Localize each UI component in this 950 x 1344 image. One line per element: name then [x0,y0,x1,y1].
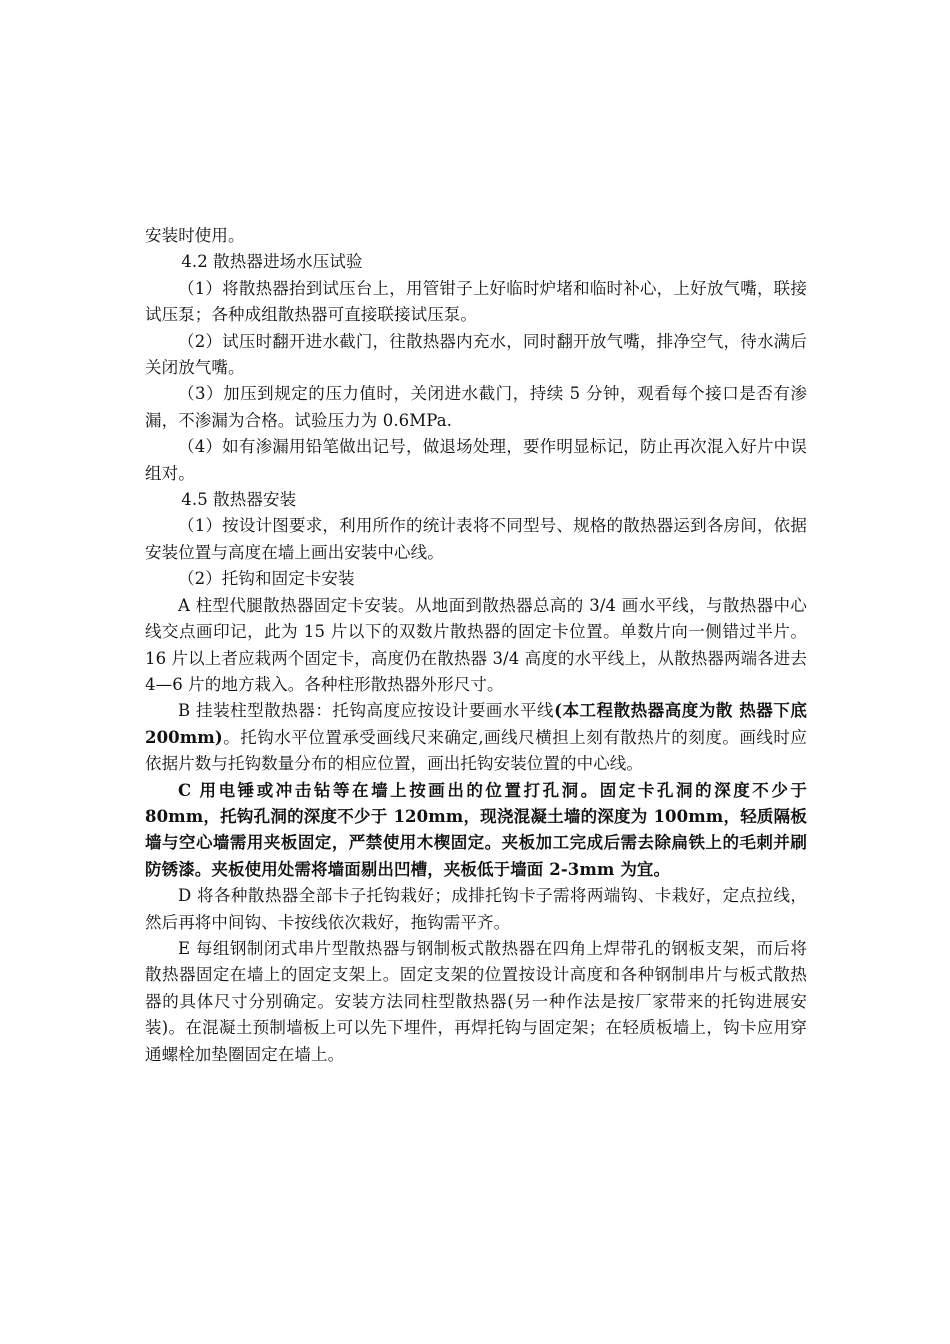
paragraph-item-c: C 用电锤或冲击钻等在墙上按画出的位置打孔洞。固定卡孔洞的深度不少于 80mm，托钩孔洞的深度不少于 120mm，现浇混凝土墙的深度为 100mm，轻质隔板墙与空心墙需用夹板固定，严禁使用木楔固定。夹板加工完成后需去除扁铁上的毛刺并刷防锈漆。夹板使用处需将墙面剔出凹槽，夹板低于墙面 2-3mm 为宜。 [145,780,807,879]
paragraph-step-2: （2）试压时翻开进水截门，往散热器内充水，同时翻开放气嘴，排净空气，待水满后关闭放气嘴。 [145,331,807,378]
paragraph-step-1: （1）将散热器抬到试压台上，用管钳子上好临时炉堵和临时补心，上好放气嘴，联接试压泵；各种成组散热器可直接联接试压泵。 [145,278,807,325]
paragraph-item-e: E 每组钢制闭式串片型散热器与钢制板式散热器在四角上焊带孔的钢板支架，而后将散热器固定在墙上的固定支架上。固定支架的位置按设计高度和各种钢制串片与板式散热器的具体尺寸分别确定。安装方法同柱型散热器(另一种作法是按厂家带来的托钩进展安装)。在混凝土预制墙板上可以先下埋件，再焊托钩与固定架；在轻质板墙上，钩卡应用穿通螺栓加垫圈固定在墙上。 [145,938,807,1064]
paragraph-install-1: （1）按设计图要求，利用所作的统计表将不同型号、规格的散热器运到各房间，依据安装位置与高度在墙上画出安装中心线。 [145,516,807,562]
section-heading-4-2: 4.2 散热器进场水压试验 [181,252,363,272]
paragraph-item-d: D 将各种散热器全部卡子托钩栽好；成排托钩卡子需将两端钩、卡栽好，定点拉线，然后再将中间钩、卡按线依次栽好，拖钩需平齐。 [145,886,807,932]
document-body [145,223,807,1068]
paragraph-continuation: 安装时使用。 [145,226,245,245]
item-b-text-start: B 挂装柱型散热器：托钩高度应按设计要画水平线 [178,701,555,721]
item-b-text-end: 。托钩水平位置承受画线尺来确定,画线尺横担上刻有散热片的刻度。画线时应依据片数与托钩数量分布的相应位置，画出托钩安装位置的中心线。 [145,727,807,774]
paragraph-item-b [145,698,807,777]
section-heading-4-5: 4.5 散热器安装 [181,490,297,510]
paragraph-item-a: A 柱型代腿散热器固定卡安装。从地面到散热器总高的 3/4 画水平线，与散热器中心线交点画印记，此为 15 片以下的双数片散热器的固定卡位置。单数片向一侧错过半片。16 片以上者应栽两个固定卡，高度仍在散热器 3/4 高度的水平线上，从散热器两端各进去 4—6 片的地方栽入。各种柱形散热器外形尺寸。 [145,595,807,694]
item-b-project-note: (本工程散热器高度为散 热器下底 200mm) [145,701,808,747]
paragraph-install-2: （2）托钩和固定卡安装 [178,569,355,589]
paragraph-step-3: （3）加压到规定的压力值时，关闭进水截门，持续 5 分钟，观看每个接口是否有渗漏，不渗漏为合格。试验压力为 0.6MPa. [145,384,807,430]
paragraph-step-4: （4）如有渗漏用铅笔做出记号，做退场处理，要作明显标记，防止再次混入好片中误组对。 [145,437,807,483]
